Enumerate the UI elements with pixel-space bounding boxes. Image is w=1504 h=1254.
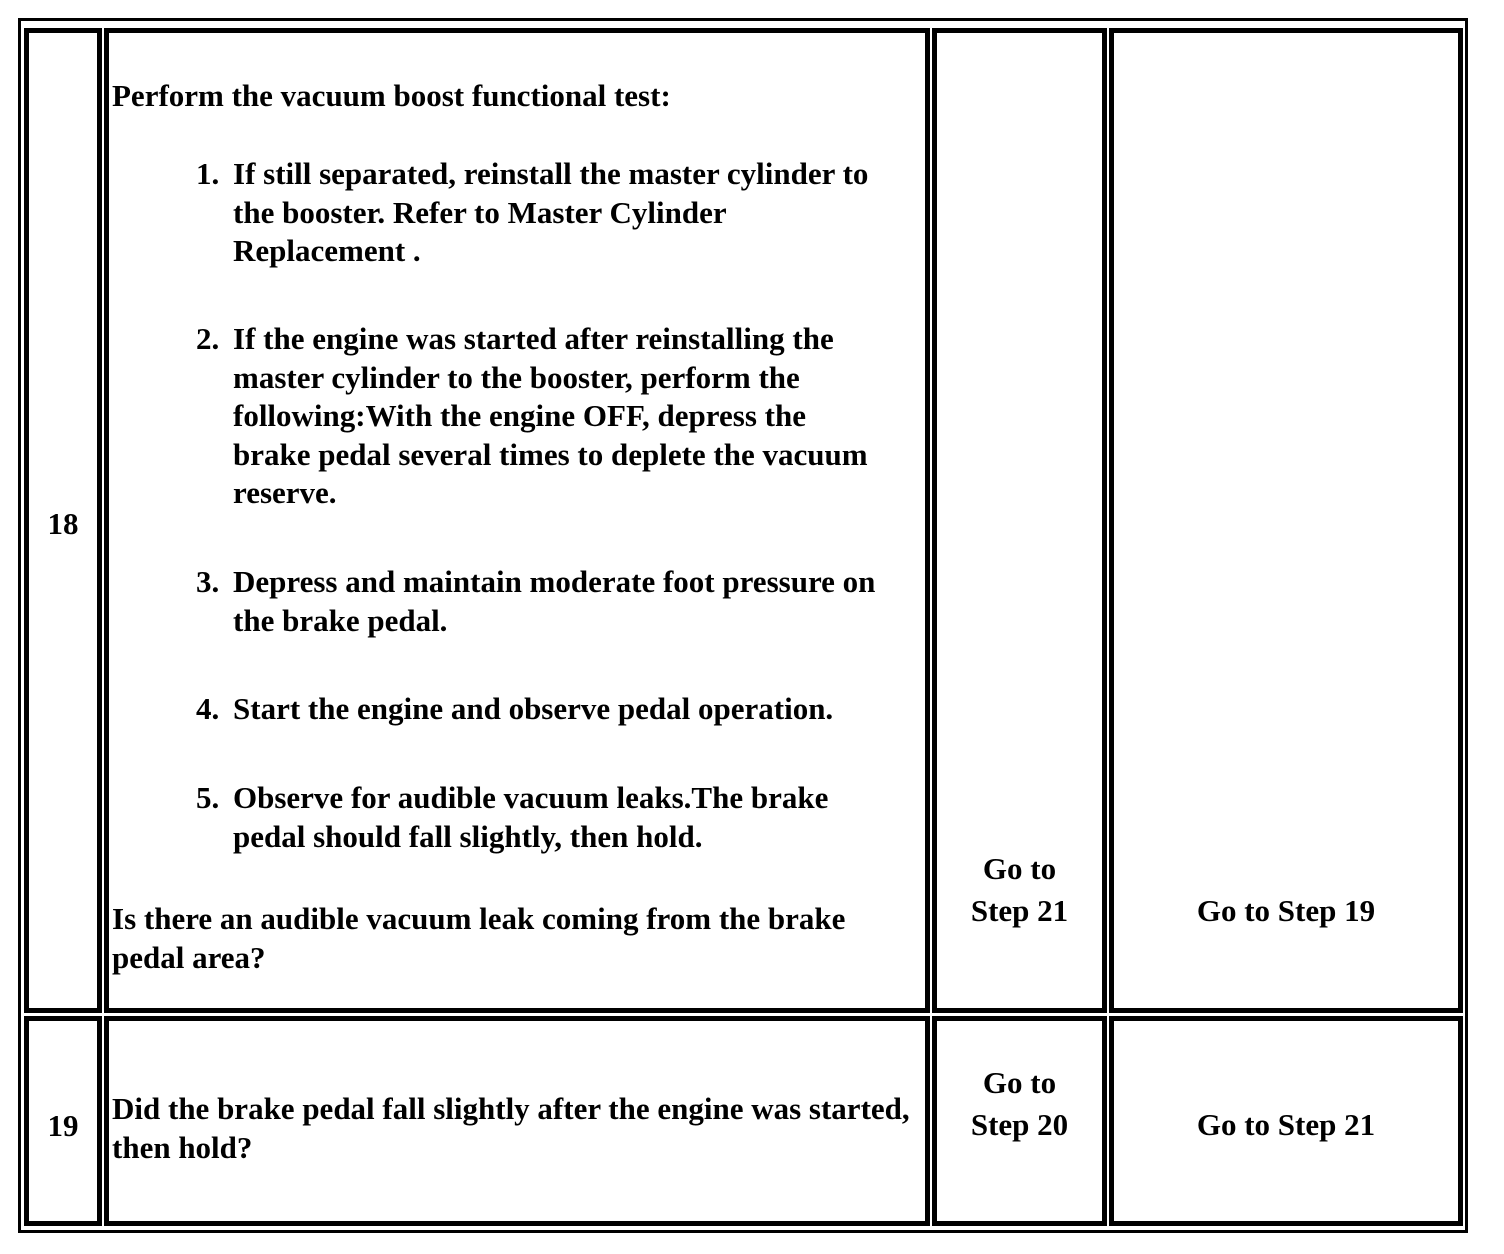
yes-result-line1: Go to [982,851,1057,886]
yes-result-cell [932,1016,1107,1226]
step-number-cell [24,28,102,1013]
step-number: 19 [47,1108,79,1143]
procedure-item [196,690,886,729]
action-question: Did the brake pedal fall slightly after the engine was started, then hold? [112,1091,910,1165]
item-number: 3. [196,564,220,599]
item-number: 2. [196,321,220,356]
action-cell [104,1016,930,1226]
yes-result-line1: Go to [982,1065,1057,1100]
item-text: Depress and maintain moderate foot pressure on the brake pedal. [233,564,876,638]
item-text: Observe for audible vacuum leaks.The brake pedal should fall slightly, then hold. [233,780,829,854]
no-result: Go to Step 19 [1196,893,1376,928]
item-number: 5. [196,780,220,815]
item-text: If still separated, reinstall the master cylinder to the booster. Refer to Master Cylinder Replacement . [233,156,869,268]
procedure-item [196,563,886,640]
no-result-cell [1109,28,1463,1013]
yes-result-line2: Step 21 [970,893,1069,928]
item-number: 4. [196,691,220,726]
action-cell [104,28,930,1013]
action-intro: Perform the vacuum boost functional test: [112,78,671,113]
no-result: Go to Step 21 [1196,1107,1376,1142]
yes-result-cell [932,28,1107,1013]
action-question: Is there an audible vacuum leak coming from the brake pedal area? [112,901,846,975]
procedure-item [196,779,886,856]
yes-result-line2: Step 20 [970,1107,1069,1142]
step-number-cell [24,1016,102,1226]
item-number: 1. [196,156,220,191]
procedure-item [196,155,886,271]
step-number: 18 [47,506,79,541]
no-result-cell [1109,1016,1463,1226]
item-text: Start the engine and observe pedal operation. [233,691,834,726]
procedure-item [196,320,886,513]
item-text: If the engine was started after reinstalling the master cylinder to the booster, perform the following:With the engine OFF, depress the brake pedal several times to deplete the vacuum reserve. [233,321,868,510]
